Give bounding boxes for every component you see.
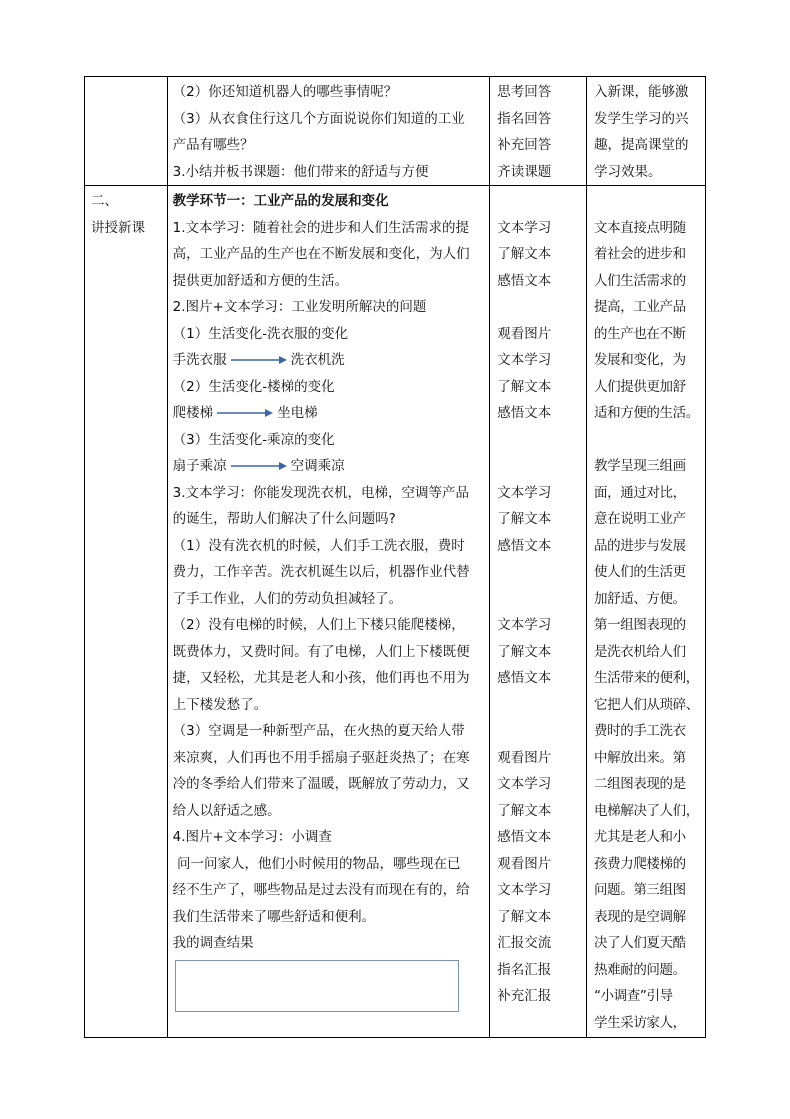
activity-line: 感悟文本 xyxy=(497,537,552,554)
activity-line: 指名汇报 xyxy=(497,961,552,978)
section-cell-empty xyxy=(85,77,168,186)
text-line: 1.文本学习：随着社会的进步和人们生活需求的提 xyxy=(172,219,470,236)
teaching-content-cell xyxy=(167,186,490,1038)
change-from: 手洗衣服 xyxy=(172,352,227,368)
activity-line: 了解文本 xyxy=(497,643,552,660)
activity-line: 感悟文本 xyxy=(497,670,552,686)
lesson-plan-table xyxy=(84,76,706,1038)
activity-line xyxy=(497,586,586,613)
intent-line: 问题。第三组图 xyxy=(594,882,686,898)
intent-line: 着社会的进步和 xyxy=(594,246,686,262)
intent-line: 发展和变化，为 xyxy=(594,352,686,368)
activity-line: 补充汇报 xyxy=(497,988,552,1004)
text-line: （3）生活变化-乘凉的变化 xyxy=(172,431,335,448)
arrow-right-icon xyxy=(231,461,287,471)
activity-line xyxy=(497,718,586,745)
change-laundry xyxy=(173,347,486,374)
intent-line: 入新课，能够激 xyxy=(594,84,689,100)
section-number: 二、 xyxy=(91,193,118,209)
change-from: 爬楼梯 xyxy=(172,405,214,421)
intent-line: 文本直接点明随 xyxy=(594,219,686,236)
activity-line: 文本学习 xyxy=(497,352,552,368)
text-line: 经不生产了，哪些物品是过去没有而现在有的，给 xyxy=(172,882,470,898)
text-line: （2）你还知道机器人的哪些事情呢？ xyxy=(172,84,398,100)
intent-line: 它把人们从琐碎、 xyxy=(594,696,699,713)
text-line: 提供更加舒适和方便的生活。 xyxy=(172,272,349,289)
intent-line: 趣，提高课堂的 xyxy=(594,137,689,153)
table-row xyxy=(85,77,706,186)
intent-line: 人们生活需求的 xyxy=(594,272,686,289)
intent-line: 发学生学习的兴 xyxy=(594,110,689,127)
student-activity-cell xyxy=(490,186,587,1038)
change-to: 空调乘凉 xyxy=(290,458,345,474)
text-line: 问一问家人，他们小时候用的物品，哪些现在已 xyxy=(172,855,461,872)
intent-line: 品的进步与发展 xyxy=(594,537,686,554)
intent-line: 加舒适、方便。 xyxy=(594,590,686,607)
activity-line: 感悟文本 xyxy=(497,829,552,845)
intent-line: 费时的手工洗衣 xyxy=(594,723,686,739)
table-row xyxy=(85,186,706,1038)
text-line: 4.图片+文本学习：小调查 xyxy=(172,829,332,845)
intent-line: 生活带来的便利， xyxy=(594,670,699,686)
text-line: 费力，工作辛苦。洗衣机诞生以后，机器作业代替 xyxy=(172,564,470,580)
intent-line: 人们提供更加舒 xyxy=(594,378,686,395)
text-line: 产品有哪些？ xyxy=(172,137,254,153)
text-line: 我们生活带来了哪些舒适和便利。 xyxy=(172,908,376,925)
intent-line: 学习效果。 xyxy=(594,163,662,180)
text-line: 来凉爽，人们再也不用手摇扇子驱赶炎热了；在寒 xyxy=(172,749,470,766)
activity-line: 了解文本 xyxy=(497,802,552,819)
design-intent-cell xyxy=(587,77,706,186)
text-line: 既费体力，又费时间。有了电梯，人们上下楼既便 xyxy=(172,643,470,660)
activity-line xyxy=(497,559,586,586)
text-line: 捷，又轻松，尤其是老人和小孩，他们再也不用为 xyxy=(172,670,470,686)
activity-line: 文本学习 xyxy=(497,882,552,898)
text-line: 冷的冬季给人们带来了温暖，既解放了劳动力，又 xyxy=(172,776,470,792)
intent-line: 的生产也在不断 xyxy=(594,325,686,342)
text-line: （2）没有电梯的时候，人们上下楼只能爬楼梯， xyxy=(172,617,465,633)
activity-line: 文本学习 xyxy=(497,617,552,633)
intent-line: 面，通过对比， xyxy=(594,484,686,501)
change-stairs xyxy=(173,400,486,427)
section-cell xyxy=(85,186,168,1038)
activity-line xyxy=(497,453,586,480)
activity-line: 指名回答 xyxy=(497,110,552,127)
section-title: 讲授新课 xyxy=(91,219,145,236)
activity-line: 观看图片 xyxy=(497,855,552,872)
text-line: 高，工业产品的生产也在不断发展和变化，为人们 xyxy=(172,246,470,262)
intent-line: 尤其是老人和小 xyxy=(594,829,686,845)
activity-line xyxy=(497,294,586,321)
intent-line: 教学呈现三组画 xyxy=(594,458,686,474)
intent-line: 意在说明工业产 xyxy=(594,511,686,527)
design-intent-cell xyxy=(587,186,706,1038)
activity-line: 了解文本 xyxy=(497,511,552,527)
student-activity-cell xyxy=(490,77,587,186)
activity-line: 观看图片 xyxy=(497,749,552,766)
activity-line: 了解文本 xyxy=(497,378,552,395)
intent-line: 是洗衣机给人们 xyxy=(594,643,686,660)
activity-line: 感悟文本 xyxy=(497,272,552,289)
text-line: （3）从衣食住行这几个方面说说你们知道的工业 xyxy=(172,110,465,127)
change-cooling xyxy=(173,453,486,480)
text-line: 3.文本学习：你能发现洗衣机，电梯，空调等产品 xyxy=(172,484,470,501)
intent-line: 中解放出来。第 xyxy=(594,749,686,766)
activity-line xyxy=(497,692,586,719)
text-line: （1）没有洗衣机的时候，人们手工洗衣服，费时 xyxy=(172,537,465,554)
intent-line: 学生采访家人， xyxy=(594,1014,686,1031)
intent-line xyxy=(594,427,705,454)
intent-line: 决了人们夏天酷 xyxy=(594,935,686,951)
text-line: 3.小结并板书课题：他们带来的舒适与方便 xyxy=(172,163,429,180)
activity-line: 了解文本 xyxy=(497,246,552,262)
intent-line xyxy=(594,188,705,215)
activity-line: 文本学习 xyxy=(497,219,552,236)
intent-line: 孩费力爬楼梯的 xyxy=(594,855,686,872)
intent-line: 表现的是空调解 xyxy=(594,908,686,925)
text-line: （2）生活变化-楼梯的变化 xyxy=(172,378,335,395)
survey-result-label: 我的调查结果 xyxy=(172,935,254,951)
change-from: 扇子乘凉 xyxy=(172,458,227,474)
activity-line: 文本学习 xyxy=(497,776,552,792)
intent-line: 提高，工业产品 xyxy=(594,299,686,315)
activity-line: 感悟文本 xyxy=(497,405,552,421)
activity-line: 汇报交流 xyxy=(497,935,552,951)
activity-line: 补充回答 xyxy=(497,137,552,153)
intent-line: 热难耐的问题。 xyxy=(594,961,686,978)
text-line: （1）生活变化-洗衣服的变化 xyxy=(172,325,349,342)
intent-line: 使人们的生活更 xyxy=(594,564,686,580)
text-line: 上下楼发愁了。 xyxy=(172,696,268,713)
intent-line: 适和方便的生活。 xyxy=(594,405,699,421)
activity-line: 思考回答 xyxy=(497,84,552,100)
intent-line: 电梯解决了人们， xyxy=(594,802,699,819)
arrow-right-icon xyxy=(231,355,287,365)
intent-line: 第一组图表现的 xyxy=(594,617,686,633)
activity-line: 观看图片 xyxy=(497,325,552,342)
arrow-right-icon xyxy=(217,408,273,418)
intent-line: “小调查”引导 xyxy=(594,988,673,1004)
text-line: 的诞生，帮助人们解决了什么问题吗? xyxy=(172,511,396,527)
text-line: 2.图片+文本学习：工业发明所解决的问题 xyxy=(172,299,427,315)
segment-heading: 教学环节一：工业产品的发展和变化 xyxy=(172,193,389,209)
teaching-content-cell xyxy=(167,77,490,186)
intent-line: 二组图表现的是 xyxy=(594,776,686,792)
change-to: 坐电梯 xyxy=(277,405,318,421)
text-line: （3）空调是一种新型产品，在火热的夏天给人带 xyxy=(172,723,465,739)
change-to: 洗衣机洗 xyxy=(290,352,345,368)
text-line: 了手工作业，人们的劳动负担减轻了。 xyxy=(172,590,403,607)
activity-line xyxy=(497,427,586,454)
survey-result-box[interactable] xyxy=(175,960,459,1012)
activity-line: 了解文本 xyxy=(497,908,552,925)
text-line: 给人以舒适之感。 xyxy=(172,802,281,819)
activity-line: 文本学习 xyxy=(497,484,552,501)
activity-line xyxy=(497,188,586,215)
activity-line: 齐读课题 xyxy=(497,163,552,180)
